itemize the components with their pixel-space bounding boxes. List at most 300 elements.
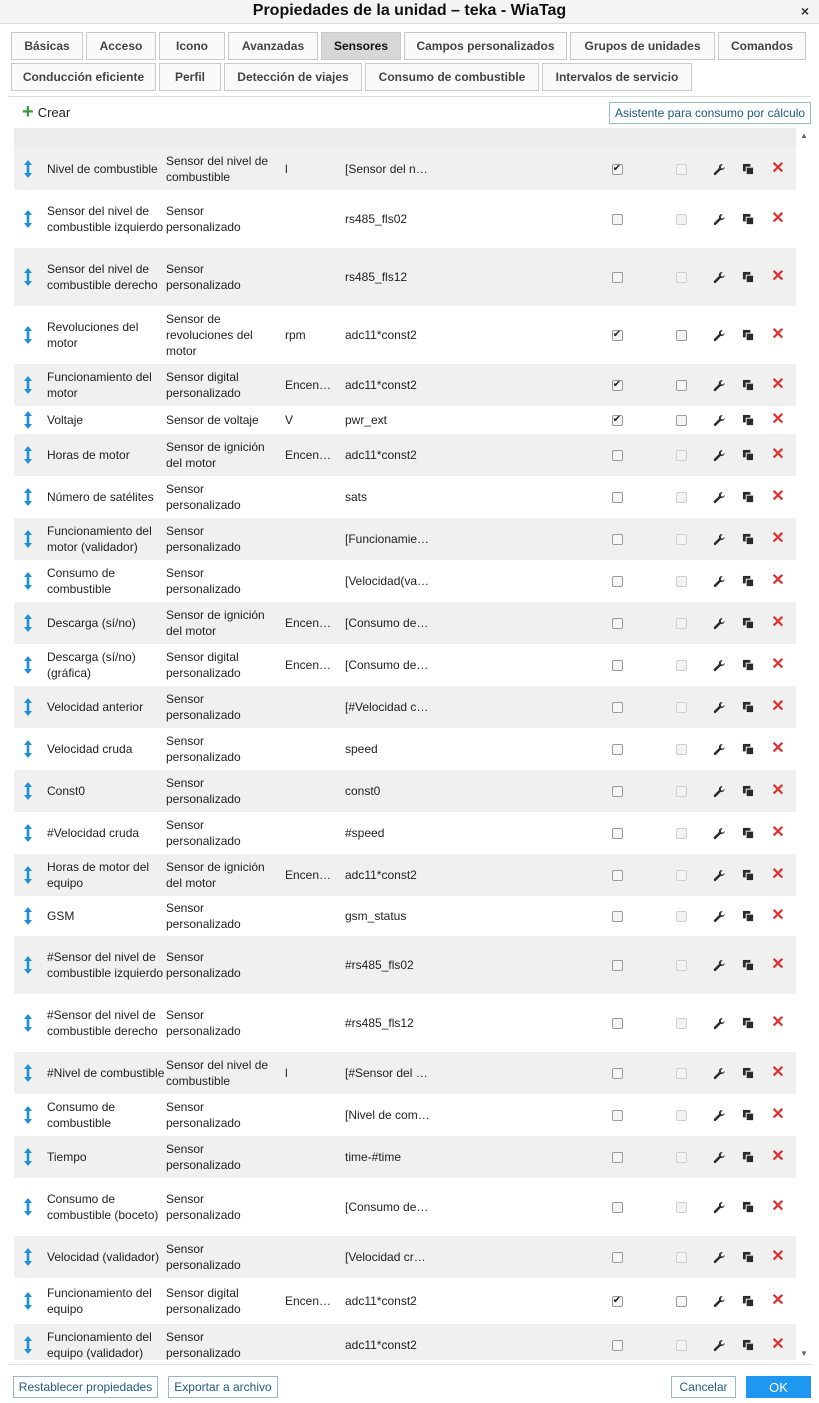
sensor-parameter: rs485_fls12 [345, 270, 408, 284]
wrench-icon[interactable] [711, 1236, 727, 1278]
drag-vertical-icon[interactable] [14, 518, 42, 560]
drag-vertical-icon[interactable] [14, 1094, 42, 1136]
delete-icon[interactable]: ✕ [771, 268, 785, 285]
sensor-parameter: pwr_ext [345, 413, 388, 427]
table-row[interactable] [14, 190, 796, 248]
sensor-name: Velocidad (validador) [47, 1250, 160, 1264]
drag-vertical-icon[interactable] [14, 1178, 42, 1236]
sensor-list [14, 128, 796, 1360]
copy-icon[interactable] [740, 190, 756, 248]
delete-icon[interactable]: ✕ [771, 614, 785, 631]
drag-vertical-icon[interactable] [14, 812, 42, 854]
table-row[interactable] [14, 1278, 796, 1324]
table-row[interactable] [14, 602, 796, 644]
sensor-name: Consumo de combustible [47, 1100, 116, 1130]
sensor-type: Sensor de voltaje [166, 413, 259, 427]
export-file-button[interactable]: Exportar a archivo [168, 1376, 278, 1398]
wrench-icon[interactable] [711, 1178, 727, 1236]
sensor-unit: l [285, 1066, 288, 1080]
drag-vertical-icon[interactable] [14, 1278, 42, 1324]
sensor-parameter: sats [345, 490, 368, 504]
scrollbar[interactable] [797, 128, 811, 1360]
wrench-icon[interactable] [711, 686, 727, 728]
visible-checkbox[interactable] [612, 576, 623, 587]
copy-icon[interactable] [740, 560, 756, 602]
visible-checkbox[interactable] [612, 214, 623, 225]
wrench-icon[interactable] [711, 190, 727, 248]
table-row[interactable] [14, 1236, 796, 1278]
copy-icon[interactable] [740, 812, 756, 854]
drag-vertical-icon[interactable] [14, 1136, 42, 1178]
table-row[interactable] [14, 248, 796, 306]
drag-vertical-icon[interactable] [14, 1236, 42, 1278]
wrench-icon[interactable] [711, 644, 727, 686]
delete-icon[interactable]: ✕ [771, 160, 785, 177]
sensor-name: Consumo de combustible [47, 566, 116, 596]
delete-icon[interactable]: ✕ [771, 866, 785, 883]
secondary-checkbox [676, 1340, 687, 1351]
tab-acceso[interactable]: Acceso [86, 32, 156, 60]
visible-checkbox[interactable] [612, 1252, 623, 1263]
sensor-parameter: [#Sensor del … [345, 1066, 428, 1080]
table-row[interactable] [14, 1136, 796, 1178]
delete-icon[interactable]: ✕ [771, 1336, 785, 1353]
sensor-type: Sensor digital personalizado [166, 370, 241, 400]
sensor-parameter: [Funcionamie… [345, 532, 430, 546]
wrench-icon[interactable] [711, 770, 727, 812]
secondary-checkbox [676, 576, 687, 587]
visible-checkbox[interactable]: ✔ [612, 1295, 622, 1306]
visible-checkbox[interactable]: ✔ [612, 163, 622, 174]
delete-icon[interactable]: ✕ [771, 1014, 785, 1031]
tab-conduccion-eficiente[interactable]: Conducción eficiente [11, 63, 156, 91]
delete-icon[interactable]: ✕ [771, 488, 785, 505]
copy-icon[interactable] [740, 306, 756, 364]
visible-checkbox[interactable] [612, 786, 623, 797]
close-icon[interactable]: × [800, 3, 810, 19]
copy-icon[interactable] [740, 434, 756, 476]
copy-icon[interactable] [740, 1136, 756, 1178]
sensor-parameter: adc11*const2 [345, 868, 417, 882]
ok-button[interactable]: OK [746, 1376, 811, 1398]
toolbar-divider [8, 96, 811, 97]
tab-sensores[interactable]: Sensores [321, 32, 401, 60]
sensor-unit [285, 476, 337, 518]
tab-grupos-de-unidades[interactable]: Grupos de unidades [570, 32, 715, 60]
sensor-parameter: time-#time [345, 1150, 402, 1164]
wrench-icon[interactable] [711, 812, 727, 854]
drag-vertical-icon[interactable] [14, 148, 42, 190]
sensor-unit [285, 994, 337, 1052]
sensor-unit [285, 936, 337, 994]
visible-checkbox[interactable] [612, 911, 623, 922]
sensor-name: GSM [47, 909, 75, 923]
drag-vertical-icon[interactable] [14, 434, 42, 476]
sensor-type: Sensor personalizado [166, 950, 241, 980]
secondary-checkbox [676, 534, 687, 545]
sensor-name: Velocidad anterior [47, 700, 144, 714]
drag-vertical-icon[interactable] [14, 770, 42, 812]
secondary-checkbox [676, 1252, 687, 1263]
wrench-icon[interactable] [711, 248, 727, 306]
wrench-icon[interactable] [711, 518, 727, 560]
table-row[interactable] [14, 728, 796, 770]
sensor-name: Tiempo [47, 1150, 87, 1164]
drag-vertical-icon[interactable] [14, 190, 42, 248]
sensor-name: Descarga (sí/no) (gráfica) [47, 650, 136, 680]
sensor-type: Sensor personalizado [166, 692, 241, 722]
wrench-icon[interactable] [711, 364, 727, 406]
sensor-type: Sensor de ignición del motor [166, 860, 265, 890]
visible-checkbox[interactable] [612, 960, 623, 971]
sensor-unit [285, 896, 337, 936]
visible-checkbox[interactable] [612, 1018, 623, 1029]
secondary-checkbox [676, 702, 687, 713]
secondary-checkbox [676, 1202, 687, 1213]
tab-intervalos-de-servicio[interactable]: Intervalos de servicio [542, 63, 692, 91]
drag-vertical-icon[interactable] [14, 728, 42, 770]
drag-vertical-icon[interactable] [14, 686, 42, 728]
delete-icon[interactable]: ✕ [771, 376, 785, 393]
sensor-parameter: [Consumo de… [345, 658, 429, 672]
sensor-type: Sensor del nivel de combustible [166, 1058, 269, 1088]
sensor-unit [285, 560, 337, 602]
copy-icon[interactable] [740, 854, 756, 896]
copy-icon[interactable] [740, 476, 756, 518]
list-header [14, 128, 796, 148]
sensor-type: Sensor personalizado [166, 734, 241, 764]
delete-icon[interactable]: ✕ [771, 740, 785, 757]
copy-icon[interactable] [740, 406, 756, 434]
sensor-unit: Encen… [285, 378, 332, 392]
tab-campos-personalizados[interactable]: Campos personalizados [404, 32, 567, 60]
table-row[interactable] [14, 686, 796, 728]
visible-checkbox[interactable] [612, 272, 623, 283]
secondary-checkbox[interactable] [676, 330, 687, 341]
sensor-name: #Sensor del nivel de combustible derecho [47, 1008, 158, 1038]
drag-vertical-icon[interactable] [14, 854, 42, 896]
table-row[interactable] [14, 306, 796, 364]
sensor-unit: V [285, 413, 294, 427]
copy-icon[interactable] [740, 644, 756, 686]
sensor-name: Consumo de combustible (boceto) [47, 1192, 159, 1222]
visible-checkbox[interactable] [612, 744, 623, 755]
copy-icon[interactable] [740, 148, 756, 190]
reset-properties-button[interactable]: Restablecer propiedades [13, 1376, 158, 1398]
table-row[interactable] [14, 148, 796, 190]
sensor-name: Funcionamiento del equipo (validador) [47, 1330, 152, 1360]
sensor-unit [285, 728, 337, 770]
secondary-checkbox[interactable] [676, 415, 687, 426]
delete-icon[interactable]: ✕ [771, 956, 785, 973]
sensor-type: Sensor personalizado [166, 901, 241, 931]
sensor-unit [285, 686, 337, 728]
visible-checkbox[interactable] [612, 1068, 623, 1079]
visible-checkbox[interactable]: ✔ [612, 329, 622, 340]
footer-divider [8, 1364, 811, 1365]
table-row[interactable] [14, 434, 796, 476]
visible-checkbox[interactable] [612, 1152, 623, 1163]
sensor-unit: Encen… [285, 658, 332, 672]
visible-checkbox[interactable] [612, 1340, 623, 1351]
sensor-unit: Encen… [285, 616, 332, 630]
drag-vertical-icon[interactable] [14, 364, 42, 406]
drag-vertical-icon[interactable] [14, 476, 42, 518]
sensor-type: Sensor personalizado [166, 204, 241, 234]
copy-icon[interactable] [740, 1236, 756, 1278]
plus-icon: + [22, 101, 34, 123]
copy-icon[interactable] [740, 1324, 756, 1360]
table-row[interactable] [14, 518, 796, 560]
sensor-name: Funcionamiento del equipo [47, 1286, 152, 1316]
sensor-parameter: [Consumo de… [345, 1200, 429, 1214]
sensor-unit [285, 812, 337, 854]
table-row[interactable] [14, 994, 796, 1052]
delete-icon[interactable]: ✕ [771, 907, 785, 924]
wrench-icon[interactable] [711, 476, 727, 518]
visible-checkbox[interactable] [612, 702, 623, 713]
sensor-name: Horas de motor [47, 448, 130, 462]
visible-checkbox[interactable]: ✔ [612, 414, 622, 425]
table-row[interactable] [14, 406, 796, 434]
drag-vertical-icon[interactable] [14, 248, 42, 306]
visible-checkbox[interactable] [612, 870, 623, 881]
sensor-type: Sensor personalizado [166, 482, 241, 512]
sensor-parameter: [Velocidad(va… [345, 574, 430, 588]
sensor-name: Sensor del nivel de combustible derecho [47, 262, 158, 292]
delete-icon[interactable]: ✕ [771, 210, 785, 227]
drag-vertical-icon[interactable] [14, 1052, 42, 1094]
wrench-icon[interactable] [711, 148, 727, 190]
delete-icon[interactable]: ✕ [771, 572, 785, 589]
create-label: Crear [37, 104, 71, 120]
visible-checkbox[interactable] [612, 660, 623, 671]
delete-icon[interactable]: ✕ [771, 656, 785, 673]
drag-vertical-icon[interactable] [14, 306, 42, 364]
sensor-parameter: adc11*const2 [345, 328, 417, 342]
copy-icon[interactable] [740, 896, 756, 936]
wrench-icon[interactable] [711, 1052, 727, 1094]
sensor-name: Voltaje [47, 413, 84, 427]
delete-icon[interactable]: ✕ [771, 530, 785, 547]
sensor-name: #Nivel de combustible [47, 1066, 165, 1080]
tab-basicas[interactable]: Básicas [11, 32, 83, 60]
secondary-checkbox[interactable] [676, 1296, 687, 1307]
wrench-icon[interactable] [711, 728, 727, 770]
sensor-unit [285, 1324, 337, 1360]
fuel-wizard-button[interactable]: Asistente para consumo por cálculo [609, 102, 811, 124]
sensor-name: Nivel de combustible [47, 162, 158, 176]
secondary-checkbox [676, 828, 687, 839]
secondary-checkbox [676, 911, 687, 922]
delete-icon[interactable]: ✕ [771, 326, 785, 343]
secondary-checkbox [676, 1068, 687, 1079]
drag-vertical-icon[interactable] [14, 994, 42, 1052]
sensor-type: Sensor del nivel de combustible [166, 154, 269, 184]
scroll-down-icon[interactable]: ▼ [800, 1349, 808, 1358]
secondary-checkbox [676, 870, 687, 881]
delete-icon[interactable]: ✕ [771, 782, 785, 799]
copy-icon[interactable] [740, 1094, 756, 1136]
secondary-checkbox [676, 660, 687, 671]
drag-vertical-icon[interactable] [14, 560, 42, 602]
table-row[interactable] [14, 1178, 796, 1236]
delete-icon[interactable]: ✕ [771, 1198, 785, 1215]
tabs-row-2 [11, 63, 692, 91]
visible-checkbox[interactable] [612, 828, 623, 839]
scroll-up-icon[interactable]: ▲ [800, 131, 808, 140]
tab-icono[interactable]: Icono [159, 32, 225, 60]
sensor-name: Funcionamiento del motor [47, 370, 152, 400]
sensor-type: Sensor de ignición del motor [166, 608, 265, 638]
sensor-parameter: [Velocidad cr… [345, 1250, 426, 1264]
secondary-checkbox [676, 960, 687, 971]
visible-checkbox[interactable] [612, 618, 623, 629]
sensor-type: Sensor personalizado [166, 1100, 241, 1130]
table-row[interactable] [14, 644, 796, 686]
table-row[interactable] [14, 1324, 796, 1360]
secondary-checkbox [676, 450, 687, 461]
wrench-icon[interactable] [711, 602, 727, 644]
sensor-type: Sensor personalizado [166, 776, 241, 806]
sensor-unit: Encen… [285, 1294, 332, 1308]
table-row[interactable] [14, 364, 796, 406]
sensor-name: Descarga (sí/no) [47, 616, 136, 630]
visible-checkbox[interactable] [612, 1202, 623, 1213]
tab-consumo-de-combustible[interactable]: Consumo de combustible [365, 63, 539, 91]
wrench-icon[interactable] [711, 306, 727, 364]
secondary-checkbox [676, 1018, 687, 1029]
sensor-parameter: adc11*const2 [345, 378, 417, 392]
drag-vertical-icon[interactable] [14, 896, 42, 936]
table-row[interactable] [14, 560, 796, 602]
tab-comandos[interactable]: Comandos [718, 32, 806, 60]
wrench-icon[interactable] [711, 406, 727, 434]
sensor-unit [285, 1178, 337, 1236]
window-titlebar [0, 0, 819, 24]
drag-vertical-icon[interactable] [14, 936, 42, 994]
drag-vertical-icon[interactable] [14, 602, 42, 644]
sensor-parameter: speed [345, 742, 378, 756]
tab-deteccion-de-viajes[interactable]: Detección de viajes [224, 63, 362, 91]
copy-icon[interactable] [740, 248, 756, 306]
tab-avanzadas[interactable]: Avanzadas [228, 32, 318, 60]
window-title: Propiedades de la unidad – teka - WiaTag [252, 2, 567, 19]
sensor-unit [285, 770, 337, 812]
sensor-parameter: [Sensor del n… [345, 162, 428, 176]
wrench-icon[interactable] [711, 896, 727, 936]
table-row[interactable] [14, 1094, 796, 1136]
copy-icon[interactable] [740, 1052, 756, 1094]
copy-icon[interactable] [740, 770, 756, 812]
wrench-icon[interactable] [711, 936, 727, 994]
secondary-checkbox [676, 164, 687, 175]
copy-icon[interactable] [740, 364, 756, 406]
wrench-icon[interactable] [711, 1324, 727, 1360]
secondary-checkbox [676, 492, 687, 503]
visible-checkbox[interactable]: ✔ [612, 379, 622, 390]
delete-icon[interactable]: ✕ [771, 1248, 785, 1265]
visible-checkbox[interactable] [612, 1110, 623, 1121]
wrench-icon[interactable] [711, 1278, 727, 1324]
wrench-icon[interactable] [711, 1136, 727, 1178]
copy-icon[interactable] [740, 1178, 756, 1236]
copy-icon[interactable] [740, 728, 756, 770]
sensor-type: Sensor personalizado [166, 524, 241, 554]
sensor-type: Sensor personalizado [166, 1242, 241, 1272]
tab-perfil[interactable]: Perfil [159, 63, 221, 91]
sensor-unit [285, 1094, 337, 1136]
delete-icon[interactable]: ✕ [771, 1292, 785, 1309]
create-sensor-button[interactable] [22, 103, 70, 121]
sensor-type: Sensor personalizado [166, 818, 241, 848]
secondary-checkbox[interactable] [676, 380, 687, 391]
copy-icon[interactable] [740, 994, 756, 1052]
drag-vertical-icon[interactable] [14, 1324, 42, 1360]
copy-icon[interactable] [740, 936, 756, 994]
delete-icon[interactable]: ✕ [771, 1064, 785, 1081]
wrench-icon[interactable] [711, 560, 727, 602]
sensor-parameter: adc11*const2 [345, 1338, 417, 1352]
delete-icon[interactable]: ✕ [771, 698, 785, 715]
table-row[interactable] [14, 936, 796, 994]
table-row[interactable] [14, 812, 796, 854]
table-row[interactable] [14, 770, 796, 812]
sensor-type: Sensor digital personalizado [166, 1286, 241, 1316]
delete-icon[interactable]: ✕ [771, 1106, 785, 1123]
sensor-name: Funcionamiento del motor (validador) [47, 524, 152, 554]
sensor-type: Sensor digital personalizado [166, 650, 241, 680]
copy-icon[interactable] [740, 518, 756, 560]
wrench-icon[interactable] [711, 994, 727, 1052]
sensor-parameter: [#Velocidad c… [345, 700, 429, 714]
table-row[interactable] [14, 476, 796, 518]
table-row[interactable] [14, 854, 796, 896]
visible-checkbox[interactable] [612, 450, 623, 461]
delete-icon[interactable]: ✕ [771, 1148, 785, 1165]
visible-checkbox[interactable] [612, 492, 623, 503]
secondary-checkbox [676, 1152, 687, 1163]
drag-vertical-icon[interactable] [14, 644, 42, 686]
wrench-icon[interactable] [711, 1094, 727, 1136]
copy-icon[interactable] [740, 1278, 756, 1324]
delete-icon[interactable]: ✕ [771, 446, 785, 463]
sensor-name: #Velocidad cruda [47, 826, 140, 840]
copy-icon[interactable] [740, 686, 756, 728]
sensor-type: Sensor personalizado [166, 566, 241, 596]
delete-icon[interactable]: ✕ [771, 411, 785, 428]
visible-checkbox[interactable] [612, 534, 623, 545]
sensor-parameter: rs485_fls02 [345, 212, 408, 226]
wrench-icon[interactable] [711, 434, 727, 476]
wrench-icon[interactable] [711, 854, 727, 896]
table-row[interactable] [14, 1052, 796, 1094]
sensor-unit: rpm [285, 328, 306, 342]
table-row[interactable] [14, 896, 796, 936]
sensor-name: Velocidad cruda [47, 742, 133, 756]
sensor-type: Sensor personalizado [166, 1142, 241, 1172]
tabs-row-1 [11, 32, 806, 60]
delete-icon[interactable]: ✕ [771, 824, 785, 841]
cancel-button[interactable]: Cancelar [671, 1376, 736, 1398]
sensor-name: Número de satélites [47, 490, 154, 504]
sensor-type: Sensor personalizado [166, 1008, 241, 1038]
sensor-parameter: const0 [345, 784, 381, 798]
sensor-parameter: [Nivel de com… [345, 1108, 430, 1122]
copy-icon[interactable] [740, 602, 756, 644]
drag-vertical-icon[interactable] [14, 406, 42, 434]
sensor-parameter: #rs485_fls02 [345, 958, 414, 972]
